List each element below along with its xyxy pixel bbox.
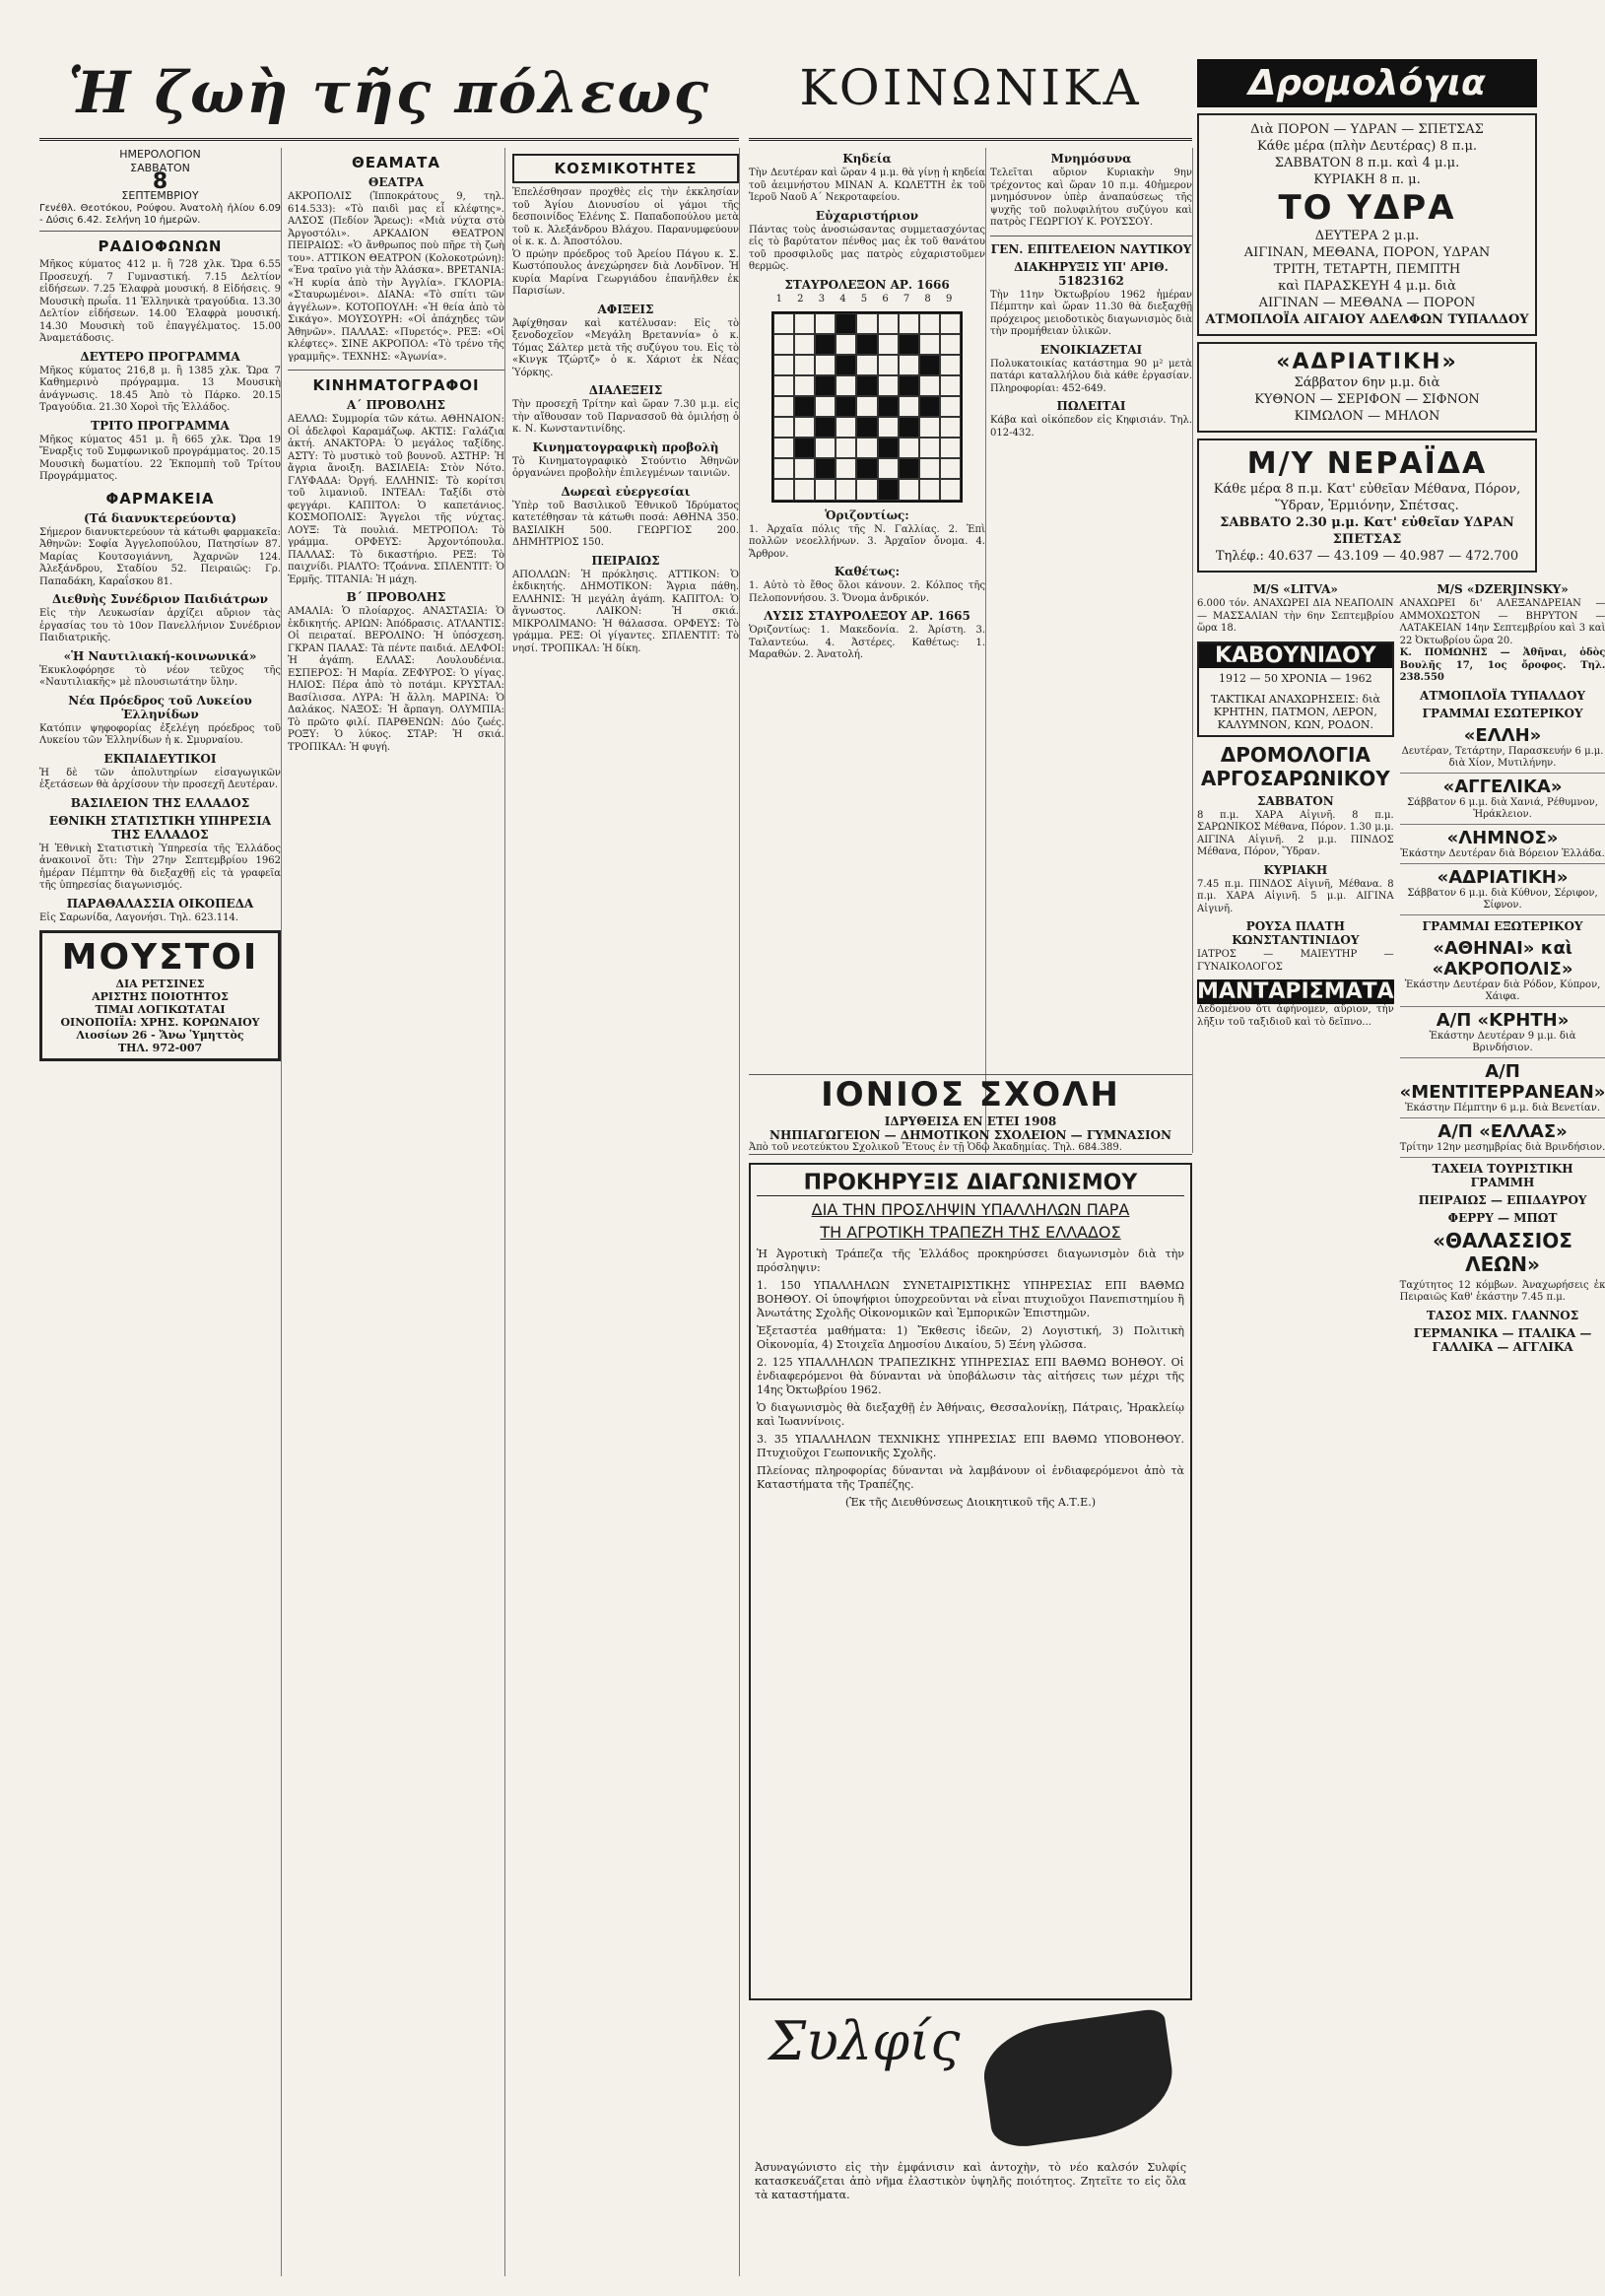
crossword-cell[interactable] xyxy=(815,479,836,500)
sulfis-text: Ἀσυναγώνιστο εἰς τὴν ἐμφάνισιν καὶ ἀντοχὴν, τὸ νέο καλσόν Συλφίς κατασκευάζεται ἀπὸ νῆμα ἐλαστικὸν ὑψηλῆς ποιότητος. Ζητεῖτε το εἰς ὅλα τὰ καταστήματα. xyxy=(755,2161,1186,2201)
ad-line: ΣΑΒΒΑΤΟΝ 8 π.μ. καὶ 4 μ.μ. xyxy=(1274,156,1460,170)
column-calendar-radio xyxy=(39,148,282,2276)
crossword-cell[interactable] xyxy=(773,479,794,500)
piraeus-list: ΑΠΟΛΛΩΝ: Ἡ πρόκλησις. ΑΤΤΙΚΟΝ: Ὁ ἐκδικητής. ΔΗΜΟΤΙΚΟΝ: Ἄγρια πάθη. ΕΛΛΗΝΙΣ: Ἡ μεγάλη ἀγάπη. ΚΑΠΙΤΟΛ: Ὁ ἄγνωστος. ΛΑΙΚΟΝ: Ἡ σκιά. ΜΙΚΡΟΛΙΜΑΝΟ: Ἡ θάλασσα. ΟΡΦΕΥΣ: Τὸ γράμμα. ΡΕΞ: Οἱ γίγαντες. ΣΠΛΕΝΤΙΤ: Τὸ νησί. ΤΡΟΠΙΚΑΛ: Ἡ δίκη. xyxy=(512,569,739,654)
lectures-title: ΔΙΑΛΕΞΕΙΣ xyxy=(588,383,663,397)
neraida-ad xyxy=(1197,439,1537,573)
split-columns xyxy=(1197,578,1605,1356)
radio-title: ΡΑΔΙΟΦΩΝΩΝ xyxy=(98,237,223,255)
crossword-cell[interactable] xyxy=(940,417,961,438)
contest-paragraph: 2. 125 ΥΠΑΛΛΗΛΩΝ ΤΡΑΠΕΖΙΚΗΣ ΥΠΗΡΕΣΙΑΣ ΕΠΙ ΒΑΘΜΩ ΒΟΗΘΟΥ. Οἱ ἐνδιαφερόμενοι θὰ δύνανται νὰ ὑποβάλωσιν τὰς αἰτήσεις των μέχρι τῆς 14ης Ὀκτωβρίου 1962. xyxy=(757,1356,1184,1396)
ad-line: ΤΡΙΤΗ, ΤΕΤΑΡΤΗ, ΠΕΜΠΤΗ xyxy=(1273,262,1461,277)
statistics-text: Ἡ Ἐθνικὴ Στατιστικὴ Ὑπηρεσία τῆς Ἑλλάδος ἀνακοινοῖ ὅτι: Τὴν 27ην Σεπτεμβρίου 1962 ἡμέραν Πέμπτην θὰ διεξαχθῇ εἰς τὰ γραφεῖα τῆς ὑπηρεσίας διαγωνισμός. xyxy=(39,843,281,891)
crossword-cell[interactable] xyxy=(856,438,877,458)
kavounides-years: 1912 — 50 ΧΡΟΝΙΑ — 1962 xyxy=(1219,671,1372,685)
crossword-cell xyxy=(919,355,940,375)
crossword-cell xyxy=(899,334,919,355)
calendar-label: ΗΜΕΡΟΛΟΓΙΟΝ xyxy=(119,148,201,161)
ship-schedule: Ἐκάστην Δευτέραν διὰ Ρόδον, Κύπρον, Χάιφα. xyxy=(1404,979,1601,1002)
ad-line: ΚΙΜΩΛΟΝ — ΜΗΛΟΝ xyxy=(1294,409,1440,424)
navy-title: ΓΕΝ. ΕΠΙΤΕΛΕΙΟΝ ΝΑΥΤΙΚΟΥ xyxy=(990,241,1192,256)
crossword-cell xyxy=(794,438,815,458)
crossword-cell[interactable] xyxy=(794,417,815,438)
ferry-boat-title: ΦΕΡΡΥ — ΜΠΩΤ xyxy=(1447,1210,1558,1225)
kavounides-ad xyxy=(1197,642,1394,737)
must-ad xyxy=(39,930,281,1061)
pharmacy-title: ΦΑΡΜΑΚΕΙΑ xyxy=(105,489,215,507)
theatres-list: ΑΚΡΟΠΟΛΙΣ (Ἱπποκράτους 9, τηλ. 614.533): «Τὸ παιδὶ μας εἶ κλέφτης». ΑΛΣΟΣ (Πεδίον Ἄρεως): «Μιὰ νύχτα στὸ Ἀργοστόλι». ΑΡΚΑΔΙΟΝ ΘΕΑΤΡΟΝ ΠΕΙΡΑΙΩΣ: «Ὁ ἄνθρωπος ποὺ πῆρε τὴ ζωὴ του». ΑΤΤΙΚΟΝ ΘΕΑΤΡΟΝ (Κολοκοτρώνη): «Ἐνα τραῖνο γιὰ τὴν Ἀλάσκα». ΒΡΕΤΑΝΙΑ: «Ἡ κυρία ἀπὸ τὴν Ἀγγλία». ΓΚΛΟΡΙΑ: «Σταυρωμένοι». ΔΙΑΝΑ: «Τὸ σπίτι τῶν ἀγγέλων». ΚΟΤΟΠΟΥΛΗ: «Ἡ θεία ἀπὸ τὸ Σικάγο». ΜΟΥΣΟΥΡΗ: «Οἱ ἀπάχηδες τῶν Ἀθηνῶν». ΠΑΛΛΑΣ: «Πυρετός». ΡΕΞ: «Οἱ κλέφτες». ΣΙΝΕ ΑΚΡΟΠΟΛ: «Τὸ τρένο τῆς γραμμῆς». ΤΕΧΝΗΣ: «Ἀγωνία». xyxy=(288,191,504,363)
ship-name: «ΑΓΓΕΛΙΚΑ» xyxy=(1442,776,1563,797)
funeral-title: Κηδεία xyxy=(842,152,892,166)
crossword-cell[interactable] xyxy=(794,458,815,479)
second-program-text: Μῆκος κύματος 216,8 μ. ἢ 1385 χλκ. Ὥρα 7 Καθημερινὸ πρόγραμμα. 13 Μουσικὴ ἀνάγνωσις. 18.45 Ἀπὸ τὸ Πάρκο. 20.15 Τραγούδια. 21.30 Χοροὶ τῆς Ἑλλάδος. xyxy=(39,365,281,413)
seaside-lots-title: ΠΑΡΑΘΑΛΑΣΣΙΑ ΟΙΚΟΠΕΔΑ xyxy=(66,896,254,911)
lyceum-text: Κατόπιν ψηφοφορίας ἐξελέγη πρόεδρος τοῦ Λυκείου τῶν Ἑλληνίδων ἡ κ. Σμυρναίου. xyxy=(39,722,281,746)
crossword-cell xyxy=(878,438,899,458)
column-social-right xyxy=(990,148,1193,1153)
ship-schedule: Σάββατον 6 μ.μ. διὰ Κύθνον, Σέριφον, Σίφνον. xyxy=(1407,887,1598,911)
contest-paragraph: Ἐξεταστέα μαθήματα: 1) Ἔκθεσις ἰδεῶν, 2) Λογιστική, 3) Πολιτικὴ Οἰκονομία, 4) Στοιχεῖα Δημοσίου Δικαίου, 5) Ξένη γλῶσσα. xyxy=(757,1324,1184,1351)
crossword-cell xyxy=(856,417,877,438)
foreign-ships-list xyxy=(1400,935,1605,1158)
first-run-list: ΑΕΛΛΩ: Συμμορία τῶν κάτω. ΑΘΗΝΑΙΟΝ: Οἱ ἀδελφοὶ Καραμάζωφ. ΑΚΤΙΣ: Γαλάζια ἀκτή. ΑΝΑΚΤΟΡΑ: Ὁ μεγάλος ταξίδης. ΑΣΤΥ: Τὸ μυστικὸ τοῦ βουνοῦ. ΑΣΤΗΡ: Ἡ ἄγρια ἄνοιξη. ΒΑΣΙΛΕΙΑ: Στὸν Νότο. ΓΛΥΦΑΔΑ: Ὀργή. ΕΛΛΗΝΙΣ: Τὸ κορίτσι τοῦ λιμανιοῦ. ΙΝΤΕΑΛ: Ταξίδι στὸ φεγγάρι. ΚΑΠΙΤΟΛ: Ὁ καπετάνιος. ΚΟΣΜΟΠΟΛΙΣ: Ἄγγελοι τῆς νύχτας. ΛΟΥΞ: Τὰ πουλιά. ΜΕΤΡΟΠΟΛ: Τὸ γράμμα. ΟΡΦΕΥΣ: Ἀρχοντόπουλα. ΠΑΛΛΑΣ: Τὸ δικαστήριο. ΡΕΞ: Τὸ παιχνίδι. ΡΙΑΛΤΟ: Τζοάννα. ΣΠΛΕΝΤΙΤ: Ὁ Ἑρμῆς. ΤΙΤΑΝΙΑ: Ἡ μάχη. xyxy=(288,414,504,585)
litva-title: M/S «LITVA» xyxy=(1252,582,1338,596)
crossword-vertical-title: Καθέτως: xyxy=(834,565,901,578)
must-ad-line: ΟΙΝΟΠΟΙΪΑ: ΧΡΗΣ. ΚΟΡΩΝΑΙΟΥ xyxy=(60,1016,260,1029)
divider xyxy=(288,370,504,371)
memorials-title: Μνημόσυνα xyxy=(1050,152,1132,166)
crossword-cell[interactable] xyxy=(919,334,940,355)
crossword-cell[interactable] xyxy=(878,313,899,334)
crossword-cell[interactable] xyxy=(919,438,940,458)
calendar-text: Γενέθλ. Θεοτόκου, Ρούφου. Ἀνατολὴ ἡλίου 6.09 - Δύσις 6.42. Σελήνη 10 ἡμερῶν. xyxy=(39,203,281,226)
second-program-title: ΔΕΥΤΕΡΟ ΠΡΟΓΡΑΜΜΑ xyxy=(80,349,240,364)
ship-schedule-item xyxy=(1400,864,1605,915)
crossword-cell xyxy=(815,458,836,479)
crossword-cell[interactable] xyxy=(856,313,877,334)
ferry-name: «ΘΑΛΑΣΣΙΟΣ ΛΕΩΝ» xyxy=(1433,1228,1572,1276)
crossword-cell[interactable] xyxy=(773,438,794,458)
ship-name: «ΕΛΛΗ» xyxy=(1463,724,1542,746)
crossword-cell[interactable] xyxy=(773,334,794,355)
crossword-cell[interactable] xyxy=(836,375,856,396)
ad-line: ΑΙΓΙΝΑΝ — ΜΕΘΑΝΑ — ΠΟΡΟΝ xyxy=(1258,296,1476,310)
lectures-text: Τὴν προσεχῆ Τρίτην καὶ ὥραν 7.30 μ.μ. εἰς τὴν αἴθουσαν τοῦ Παρνασσοῦ θὰ ὁμιλήσῃ ὁ κ. Ν. Κωνσταντινίδης. xyxy=(512,399,739,435)
domestic-ships-list xyxy=(1400,722,1605,915)
school-title: ΙΟΝΙΟΣ ΣΧΟΛΗ xyxy=(821,1075,1120,1114)
crossword-cell[interactable] xyxy=(836,417,856,438)
crossword-cell[interactable] xyxy=(836,334,856,355)
ship-schedule: Σάββατον 6 μ.μ. διὰ Χανιά, Ρέθυμνον, Ἡράκλειον. xyxy=(1407,796,1598,820)
crossword-horizontal-clues: 1. Ἀρχαῖα πόλις τῆς Ν. Γαλλίας. 2. Ἐπὶ πολλῶν νεοελλήνων. 3. Ἀρχαῖον ὄνομα. 4. Ἄρθρον. xyxy=(749,523,985,560)
ship-schedule: Τρίτην 12ην μεσημβρίας διὰ Βρινδήσιον. xyxy=(1399,1141,1605,1153)
ship-name: «ΛΗΜΝΟΣ» xyxy=(1446,827,1559,848)
crossword-cell[interactable] xyxy=(773,375,794,396)
argosaronic-title: ΔΡΟΜΟΛΟΓΙΑ ΑΡΓΟΣΑΡΩΝΙΚΟΥ xyxy=(1200,742,1390,790)
contest-subtitle: ΔΙΑ ΤΗΝ ΠΡΟΣΛΗΨΙΝ ΥΠΑΛΛΗΛΩΝ ΠΑΡΑ xyxy=(811,1200,1130,1219)
crossword-cell xyxy=(856,375,877,396)
crossword-cell[interactable] xyxy=(899,313,919,334)
ad-line: Διὰ ΠΟΡΟΝ — ΥΔΡΑΝ — ΣΠΕΤΣΑΣ xyxy=(1250,122,1484,137)
calendar-box xyxy=(39,148,281,232)
schedules-title: Δρομολόγια xyxy=(1197,59,1537,107)
doctor-title: ΡΟΥΣΑ ΠΛΑΤΗ ΚΩΝΣΤΑΝΤΙΝΙΔΟΥ xyxy=(1232,919,1360,947)
contest-signature: (Ἐκ τῆς Διευθύνσεως Διοικητικοῦ τῆς Α.Τ.Ε.) xyxy=(844,1496,1096,1509)
crossword-cell xyxy=(899,375,919,396)
pediatric-congress-title: Διεθνὴς Συνέδριον Παιδιάτρων xyxy=(52,592,268,606)
ship-name-neraida: Μ/Υ ΝΕΡΑΪΔΑ xyxy=(1246,446,1488,481)
must-ad-line: Λιοσίων 26 - Ἄνω Ὑμηττὸς xyxy=(76,1029,244,1042)
ship-schedule-item xyxy=(1400,1007,1605,1058)
litva-text: 6.000 τόν. ΑΝΑΧΩΡΕΙ ΔΙΑ ΝΕΑΠΟΛΙΝ — ΜΑΣΣΑΛΙΑΝ τὴν 6ην Σεπτεμβρίου ὥρα 18. xyxy=(1197,598,1394,634)
pharmacy-text: Σήμερον διανυκτερεύουν τὰ κάτωθι φαρμακεῖα: Ἀθηνῶν: Σοφία Ἀγγελοπούλου, Πατησίων 87. Μαρίας Κουτσογιάννη, Ἀχαρνῶν 124. Ἀλεξάνδρου, Σταδίου 52. Πειραιῶς: Γρ. Παπαδάκη, Καραΐσκου 81. xyxy=(39,526,281,587)
crossword-cell[interactable] xyxy=(940,438,961,458)
nautical-title: «Ἡ Ναυτιλιακή-κοινωνικά» xyxy=(63,648,257,663)
crossword-cell xyxy=(794,396,815,417)
crossword-title: ΣΤΑΥΡΟΛΕΞΟΝ ΑΡ. 1666 xyxy=(784,277,950,292)
donations-text: Ὑπὲρ τοῦ Βασιλικοῦ Ἐθνικοῦ Ἱδρύματος κατετέθησαν τὰ κάτωθι ποσά: ΑΘΗΝΑ 350. ΒΑΣΙΛΙΚΗ 500. ΓΕΩΡΓΙΟΣ 200. ΔΗΜΗΤΡΙΟΣ 150. xyxy=(512,500,739,548)
argosaronic-sunday: ΚΥΡΙΑΚΗ xyxy=(1263,862,1328,877)
must-ad-title: ΜΟΥΣΤΟΙ xyxy=(61,937,259,978)
contest-bank-name: ΤΗ ΑΓΡΟΤΙΚΗ ΤΡΑΠΕΖΗ ΤΗΣ ΕΛΛΑΔΟΣ xyxy=(820,1223,1121,1242)
crossword-cell[interactable] xyxy=(815,438,836,458)
seaside-lots-text: Εἰς Σαρωνίδα, Λαγονήσι. Τηλ. 623.114. xyxy=(39,912,239,923)
crossword-cell[interactable] xyxy=(815,396,836,417)
ship-schedule: Ἐκάστην Πέμπτην 6 μ.μ. διὰ Βενετίαν. xyxy=(1404,1102,1601,1114)
mandarismata-title: ΜΑΝΤΑΡΙΣΜΑΤΑ xyxy=(1197,979,1394,1004)
donations-title: Δωρεαὶ εὐεργεσίαι xyxy=(561,484,691,499)
crossword-cell xyxy=(899,458,919,479)
ad-line: Σάββατον 6ην μ.μ. διὰ xyxy=(1294,375,1440,390)
crossword-vertical-clues: 1. Αὐτὸ τὸ ἔθος ὅλοι κάνουν. 2. Κόλπος τῆς Πελοποννήσου. 3. Ὄνομα ἀνδρικόν. xyxy=(749,580,985,604)
for-sale-text: Κάβα καὶ οἰκόπεδον εἰς Κηφισιάν. Τηλ. 012-432. xyxy=(990,415,1192,439)
sulfis-ad xyxy=(749,2010,1192,2276)
mandarismata-text: Δεδομένου ὅτι ἀφήνομεν, αὔριον, τὴν λῆξιν τοῦ ταξιδιοῦ καὶ τὸ δεῖπνο... xyxy=(1197,1004,1394,1028)
ship-schedule-item xyxy=(1400,825,1605,864)
crossword-cell[interactable] xyxy=(794,334,815,355)
for-sale-title: ΠΩΛΕΙΤΑΙ xyxy=(1056,399,1126,413)
school-levels: ΝΗΠΙΑΓΩΓΕΙΟΝ — ΔΗΜΟΤΙΚΟΝ ΣΧΟΛΕΙΟΝ — ΓΥΜΝΑΣΙΟΝ xyxy=(769,1128,1172,1142)
crossword-cell[interactable] xyxy=(815,355,836,375)
crossword-cell[interactable] xyxy=(836,438,856,458)
for-rent-text: Πολυκατοικίας κατάστημα 90 μ² μετὰ πατάρι καταλλήλου διὰ κάθε ἐργασίαν. Πληροφορίαι: 452-649. xyxy=(990,358,1192,394)
column-society xyxy=(512,148,740,2276)
crossword-cell xyxy=(815,417,836,438)
split-left xyxy=(1197,578,1394,1356)
contest-paragraph: 3. 35 ΥΠΑΛΛΗΛΩΝ ΤΕΧΝΙΚΗΣ ΥΠΗΡΕΣΙΑΣ ΕΠΙ ΒΑΘΜΩ ΥΠΟΒΟΗΘΟΥ. Πτυχιοῦχοι Γεωπονικῆς Σχολῆς. xyxy=(757,1433,1184,1459)
contest-paragraph: Πλείονας πληροφορίας δύνανται νὰ λαμβάνουν οἱ ἐνδιαφερόμενοι ἀπὸ τὰ Καταστήματα τῆς Τραπέζης. xyxy=(757,1464,1184,1491)
crossword-numbers: 1 2 3 4 5 6 7 8 9 xyxy=(775,293,959,304)
ship-name-adriatiki: «ΑΔΡΙΑΤΙΚΗ» xyxy=(1276,350,1458,374)
crossword-cell[interactable] xyxy=(878,417,899,438)
argosaronic-sunday-text: 7.45 π.μ. ΠΙΝΔΟΣ Αἰγινῆ, Μέθανα. 8 π.μ. ΧΑΡΑ Αἰγινῆ. 5 μ.μ. ΑΙΓΙΝΑ Αἰγινῆ. xyxy=(1197,878,1394,914)
column-shows xyxy=(288,148,505,2276)
crossword-cell[interactable] xyxy=(856,355,877,375)
crossword-cell[interactable] xyxy=(899,438,919,458)
ship-name: «ΑΘΗΝΑΙ» καὶ «ΑΚΡΟΠΟΛΙΣ» xyxy=(1432,937,1573,979)
ship-name: Α/Π «ΕΛΛΑΣ» xyxy=(1438,1120,1568,1142)
foreign-lines-title: ΓΡΑΜΜΑΙ ΕΞΩΤΕΡΙΚΟΥ xyxy=(1422,918,1583,933)
calendar-date: 8 xyxy=(152,169,168,194)
crossword-cell xyxy=(815,334,836,355)
crossword-cell xyxy=(856,458,877,479)
languages-ad: ΓΕΡΜΑΝΙΚΑ — ΙΤΑΛΙΚΑ — ΓΑΛΛΙΚΑ — ΑΓΓΛΙΚΑ xyxy=(1413,1325,1592,1354)
ad-phones: Τηλέφ.: 40.637 — 43.109 — 40.987 — 472.700 xyxy=(1215,549,1519,564)
second-run-title: Β΄ ΠΡΟΒΟΛΗΣ xyxy=(346,590,446,604)
crossword-cell[interactable] xyxy=(836,479,856,500)
ad-line: ΚΥΡΙΑΚΗ 8 π. μ. xyxy=(1313,172,1421,187)
masthead-city-life: Ἡ ζωὴ τῆς πόλεως xyxy=(39,59,739,141)
ship-schedule-item xyxy=(1400,1118,1605,1158)
school-founded: ΙΔΡΥΘΕΙΣΑ ΕΝ ΕΤΕΙ 1908 xyxy=(884,1114,1057,1128)
ad-line: καὶ ΠΑΡΑΣΚΕΥΗ 4 μ.μ. διὰ xyxy=(1278,279,1456,294)
ad-line: Κάθε μέρα (πλὴν Δευτέρας) 8 π.μ. xyxy=(1256,139,1478,154)
crossword-solution-text: Ὁριζοντίως: 1. Μακεδονία. 2. Ἀρίστη. 3. Ταλαντεύω. 4. Ἀστέρες. Καθέτως: 1. Μαραθών. 2. Ἀνατολή. xyxy=(749,625,985,660)
crossword-cell[interactable] xyxy=(794,375,815,396)
crossword-cell[interactable] xyxy=(773,396,794,417)
tasos-glannos: ΤΑΣΟΣ ΜΙΧ. ΓΛΑΝΝΟΣ xyxy=(1426,1308,1579,1322)
third-program-text: Μῆκος κύματος 451 μ. ἢ 665 χλκ. Ὥρα 19 Ἔναρξις τοῦ Συμφωνικοῦ προγράμματος. 20.15 Μουσικὴ δωματίου. 22 Ἐκπομπὴ τοῦ Τρίτου Προγράμματος. xyxy=(39,434,281,482)
funeral-text: Τὴν Δευτέραν καὶ ὥραν 4 μ.μ. θὰ γίνῃ ἡ κηδεία τοῦ ἀειμνήστου ΜΙΝΑΝ Α. ΚΩΛΕΤΤΗ ἐκ τοῦ Ἱεροῦ Ναοῦ Α΄ Νεκροταφείου. xyxy=(749,168,985,203)
third-program-title: ΤΡΙΤΟ ΠΡΟΓΡΑΜΜΑ xyxy=(91,418,230,433)
thanks-text: Πάντας τοὺς ἀνοσιώσαντας συμμετασχόντας εἰς τὸ βαρύτατον πένθος μας ἐκ τοῦ θανάτου τοῦ προσφιλοῦς μας πατρὸς εὐχαριστοῦμεν θερμῶς. xyxy=(749,224,985,272)
tourist-line-title: ΤΑΧΕΙΑ ΤΟΥΡΙΣΤΙΚΗ ΓΡΑΜΜΗ xyxy=(1432,1161,1573,1189)
navy-text: Τὴν 11ην Ὀκτωβρίου 1962 ἡμέραν Πέμπτην καὶ ὥραν 11.30 θὰ διεξαχθῇ πρόχειρος μειοδοτικὸς διαγωνισμὸς διὰ τὴν προμήθειαν ὑλικῶν. xyxy=(990,289,1192,337)
crossword-cell[interactable] xyxy=(940,458,961,479)
crossword-cell[interactable] xyxy=(794,313,815,334)
crossword-cell[interactable] xyxy=(878,375,899,396)
ship-schedule-item xyxy=(1400,722,1605,774)
crossword-cell[interactable] xyxy=(919,458,940,479)
crossword-cell[interactable] xyxy=(773,417,794,438)
statistics-subtitle: ΕΘΝΙΚΗ ΣΤΑΤΙΣΤΙΚΗ ΥΠΗΡΕΣΙΑ ΤΗΣ ΕΛΛΑΔΟΣ xyxy=(48,813,272,842)
ad-line: ΔΕΥΤΕΡΑ 2 μ.μ. xyxy=(1314,229,1420,243)
ship-name: Α/Π «ΚΡΗΤΗ» xyxy=(1436,1009,1570,1031)
masthead-social: ΚΟΙΝΩΝΙΚΑ xyxy=(749,59,1192,141)
for-rent-title: ΕΝΟΙΚΙΑΖΕΤΑΙ xyxy=(1039,342,1143,357)
theatres-title: ΘΕΑΤΡΑ xyxy=(368,175,425,189)
kavounides-title: ΚΑΒΟΥΝΙΔΟΥ xyxy=(1199,643,1392,668)
shows-title: ΘΕΑΜΑΤΑ xyxy=(352,154,440,171)
ship-schedule: Δευτέραν, Τετάρτην, Παρασκευήν 6 μ.μ. διὰ Χίον, Μυτιλήνην. xyxy=(1401,745,1604,769)
education-title: ΕΚΠΑΙΔΕΥΤΙΚΟΙ xyxy=(103,751,217,766)
crossword-cell[interactable] xyxy=(836,458,856,479)
contest-paragraph: 1. 150 ΥΠΑΛΛΗΛΩΝ ΣΥΝΕΤΑΙΡΙΣΤΙΚΗΣ ΥΠΗΡΕΣΙΑΣ ΕΠΙ ΒΑΘΜΩ ΒΟΗΘΟΥ. Οἱ ὑποψήφιοι ὑποχρεοῦνται νὰ εἶναι πτυχιοῦχοι Πανεπιστημίου ἢ Ἀνωτάτης Σχολῆς Οἰκονομικῶν καὶ Ἐμπορικῶν Ἐπιστημῶν. xyxy=(757,1279,1184,1319)
crossword-cell[interactable] xyxy=(919,313,940,334)
ship-name: «ΑΔΡΙΑΤΙΚΗ» xyxy=(1437,866,1569,888)
kavounides-text: ΤΑΚΤΙΚΑΙ ΑΝΑΧΩΡΗΣΕΙΣ: διὰ ΚΡΗΤΗΝ, ΠΑΤΜΟΝ, ΛΕΡΟΝ, ΚΑΛΥΜΝΟΝ, ΚΩΝ, ΡΟΔΟΝ. xyxy=(1210,692,1380,731)
adriatiki-ad xyxy=(1197,342,1537,433)
crossword-cell[interactable] xyxy=(899,355,919,375)
first-run-title: Α΄ ΠΡΟΒΟΛΗΣ xyxy=(346,398,446,412)
crossword-cell[interactable] xyxy=(856,396,877,417)
argosaronic-saturday-text: 8 π.μ. ΧΑΡΑ Αἰγινῆ. 8 π.μ. ΣΑΡΩΝΙΚΟΣ Μέθανα, Πόρον. 1.30 μ.μ. ΑΙΓΙΝΑ Αἰγινῆ. 2 μ.μ. ΠΙΝΔΟΣ Μέθανα, Πόρον, Ὕδραν. xyxy=(1197,809,1394,857)
company-name: ΑΤΜΟΠΛΟΪΑ ΑΙΓΑΙΟΥ ΑΔΕΛΦΩΝ ΤΥΠΑΛΔΟΥ xyxy=(1205,312,1529,327)
crossword-cell[interactable] xyxy=(773,313,794,334)
column-schedules xyxy=(1197,59,1605,2276)
sulfis-logo: Συλφίς xyxy=(769,2010,961,2072)
crossword-cell[interactable] xyxy=(940,479,961,500)
ad-line: Κάθε μέρα 8 π.μ. Κατ' εὐθεῖαν Μέθανα, Πόρον, Ὕδραν, Ἑρμιόνην, Σπέτσας. xyxy=(1213,482,1521,513)
ship-schedule: Ἐκάστην Δευτέραν 9 μ.μ. διὰ Βρινδήσιον. xyxy=(1429,1030,1576,1053)
split-right xyxy=(1400,578,1605,1356)
crossword-cell xyxy=(815,375,836,396)
crossword-cell[interactable] xyxy=(899,479,919,500)
crossword-cell xyxy=(856,334,877,355)
must-ad-line: ΑΡΙΣΤΗΣ ΠΟΙΟΤΗΤΟΣ xyxy=(92,990,229,1003)
dzerjinsky-title: M/S «DZERJINSKY» xyxy=(1437,582,1569,596)
crossword-cell[interactable] xyxy=(899,396,919,417)
cinemas-title: ΚΙΝΗΜΑΤΟΓΡΑΦΟΙ xyxy=(312,376,480,394)
crossword-cell[interactable] xyxy=(919,375,940,396)
school-text: Ἀπὸ τοῦ νεοτεύκτου Σχολικοῦ Ἔτους ἐν τῇ Ὁδῷ Ἀκαδημίας. Τηλ. 684.389. xyxy=(749,1142,1122,1153)
typaldos-title: ΑΤΜΟΠΛΟΪΑ ΤΥΠΑΛΔΟΥ xyxy=(1420,688,1585,703)
arrivals-title: ΑΦΙΞΕΙΣ xyxy=(597,302,654,316)
film-screening-text: Τὸ Κινηματογραφικὸ Στούντιο Ἀθηνῶν ὀργανώνει προβολὴν ἐπιλεγμένων ταινιῶν. xyxy=(512,455,739,479)
crossword-cell xyxy=(919,396,940,417)
must-ad-line: ΤΙΜΑΙ ΛΟΓΙΚΩΤΑΤΑΙ xyxy=(95,1003,226,1016)
contest-title: ΠΡΟΚΗΡΥΞΙΣ ΔΙΑΓΩΝΙΣΜΟΥ xyxy=(757,1171,1184,1196)
must-ad-phone: ΤΗΛ. 972-007 xyxy=(117,1042,203,1054)
crossword-cell[interactable] xyxy=(815,313,836,334)
crossword-cell[interactable] xyxy=(773,355,794,375)
society-text: Ὁ πρώην πρόεδρος τοῦ Ἀρείου Πάγου κ. Σ. Κωστόπουλος ἀνεχώρησεν διὰ Λονδῖνον. Ἡ κυρία Μαρίνα Γεωργιάδου ἐπανῆλθεν ἐκ Παρισίων. xyxy=(512,248,739,297)
domestic-lines-title: ΓΡΑΜΜΑΙ ΕΣΩΤΕΡΙΚΟΥ xyxy=(1422,706,1583,720)
piraeus-title: ΠΕΙΡΑΙΩΣ xyxy=(591,553,660,568)
crossword-cell[interactable] xyxy=(878,334,899,355)
contest-paragraph: Ἡ Ἀγροτικὴ Τράπεζα τῆς Ἑλλάδος προκηρύσσει διαγωνισμὸν διὰ τὴν πρόσληψιν: xyxy=(757,1248,1184,1274)
crossword-cell[interactable] xyxy=(773,458,794,479)
hydra-ferry-ad xyxy=(1197,113,1537,336)
crossword-cell[interactable] xyxy=(856,479,877,500)
pediatric-congress-text: Εἰς τὴν Λευκωσίαν ἀρχίζει αὔριον τὰς ἐργασίας του τὸ 10ον Πανελλήνιον Συνέδριον Παιδιατρικῆς. xyxy=(39,608,281,643)
doctor-text: ΙΑΤΡΟΣ — ΜΑΙΕΥΤΗΡ — ΓΥΝΑΙΚΟΛΟΓΟΣ xyxy=(1197,949,1394,973)
crossword-cell xyxy=(836,396,856,417)
lyceum-title: Νέα Πρόεδρος τοῦ Λυκείου Ἑλληνίδων xyxy=(68,693,252,721)
ad-line: ΣΑΒΒΑΤΟ 2.30 μ.μ. Κατ' εὐθεῖαν ΥΔΡΑΝ ΣΠΕΤΣΑΣ xyxy=(1220,515,1514,547)
crossword-cell[interactable] xyxy=(940,334,961,355)
society-text: Ἐπελέσθησαν προχθὲς εἰς τὴν ἐκκλησίαν τοῦ Ἁγίου Διονυσίου οἱ γάμοι τῆς δεσποινίδος Ἑλένης Σ. Παπαδοπούλου μετὰ τοῦ κ. Ἀλεξάνδρου Βλάχου. Παρανυμφεύουν οἱ κ. κ. Δ. Ἀποστόλου. xyxy=(512,187,739,247)
radio-text: Μῆκος κύματος 412 μ. ἢ 728 χλκ. Ὥρα 6.55 Προσευχή. 7 Γυμναστική. 7.15 Δελτίον εἰδήσεων. 7.25 Ἐλαφρὰ μουσική. 8 Εἰδήσεις. 9 Μουσικὴ πρωΐα. 11 Ἑλληνικὰ τραγούδια. 13.30 Δελτίον εἰδήσεων. 14.00 Ἐλαφρὰ μουσική. 14.30 Μουσικὴ τοῦ ἐπαγγέλματος. 15.00 Ἀναμετάδοσις. xyxy=(39,259,281,344)
film-screening-title: Κινηματογραφικὴ προβολὴ xyxy=(532,439,719,454)
crossword-cell[interactable] xyxy=(940,355,961,375)
crossword-cell xyxy=(836,355,856,375)
memorials-text: Τελεῖται αὔριον Κυριακὴν 9ην τρέχοντος καὶ ὥραν 10 π.μ. 40ἡμερον μνημόσυνον ὑπὲρ ἀναπαύσεως τῆς ψυχῆς τοῦ πολυφιλήτου συζύγου καὶ πατρὸς ΓΕΩΡΓΙΟΥ Κ. ΡΟΥΣΣΟΥ. xyxy=(990,168,1192,228)
ship-schedule-item xyxy=(1400,774,1605,825)
arrivals-text: Ἀφίχθησαν καὶ κατέλυσαν: Εἰς τὸ ξενοδοχεῖον «Μεγάλη Βρεταννία» ὁ κ. Τόμας Σάλτερ μετὰ τῆς συζύγου του. Εἰς τὸ «Κινγκ Τζώρτζ» ὁ κ. Χάριοτ ἐκ Νέας Ὑόρκης. xyxy=(512,317,739,378)
crossword-cell[interactable] xyxy=(878,458,899,479)
navy-subtitle: ΔΙΑΚΗΡΥΞΙΣ ΥΠ' ΑΡΙΘ. 51823162 xyxy=(1014,259,1169,288)
crossword-horizontal-title: Ὁριζοντίως: xyxy=(825,507,909,522)
crossword-cell[interactable] xyxy=(919,417,940,438)
ship-schedule: Ἐκάστην Δευτέραν διὰ Βόρειον Ἑλλάδα. xyxy=(1400,847,1605,859)
contest-paragraph: Ὁ διαγωνισμὸς θὰ διεξαχθῇ ἐν Ἀθήναις, Θεσσαλονίκῃ, Πάτραις, Ἡρακλείῳ καὶ Ἰωαννίνοις. xyxy=(757,1401,1184,1428)
crossword-cell[interactable] xyxy=(940,375,961,396)
must-ad-line: ΔΙΑ ΡΕΤΣΙΝΕΣ xyxy=(115,978,205,990)
ad-line: ΑΙΓΙΝΑΝ, ΜΕΘΑΝΑ, ΠΟΡΟΝ, ΥΔΡΑΝ xyxy=(1243,245,1491,260)
crossword-cell[interactable] xyxy=(940,313,961,334)
ferry-text: Ταχύτητος 12 κόμβων. Ἀναχωρήσεις ἐκ Πειραιῶς Καθ' ἑκάστην 7.45 π.μ. xyxy=(1399,1279,1605,1303)
crossword-cell[interactable] xyxy=(794,355,815,375)
calendar-day: ΣΑΒΒΑΤΟΝ xyxy=(130,162,190,174)
calendar-month: ΣΕΠΤΕΜΒΡΙΟΥ xyxy=(121,189,199,202)
ship-name: Α/Π «ΜΕΝΤΙΤΕΡΡΑΝΕΑΝ» xyxy=(1399,1060,1605,1103)
crossword-cell xyxy=(878,479,899,500)
crossword-cell[interactable] xyxy=(878,355,899,375)
contest-announcement xyxy=(749,1163,1192,2000)
pomonis-agent: Κ. ΠΟΜΩΝΗΣ — Ἀθῆναι, ὁδὸς Βουλῆς 17, 1ος ὄροφος. Τηλ. 238.550 xyxy=(1399,647,1605,683)
second-run-list: ΑΜΑΛΙΑ: Ὁ πλοίαρχος. ΑΝΑΣΤΑΣΙΑ: Ὁ ἐκδικητής. ΑΡΙΩΝ: Ἀπόδρασις. ΑΤΛΑΝΤΙΣ: Οἱ πειραταί. ΒΕΡΟΛΙΝΟ: Ἡ ὑπόσχεση. ΓΚΡΑΝ ΠΑΛΑΣ: Τὰ πέντε παιδιά. ΔΕΛΦΟΙ: Ἡ ἀγάπη. ΕΛΛΑΣ: Λουλουδένια. ΕΣΠΕΡΟΣ: Ἡ Μαρία. ΖΕΦΥΡΟΣ: Ὁ γίγας. ΗΛΙΟΣ: Πέρα ἀπὸ τὸ ποτάμι. ΚΡΥΣΤΑΛ: Βασίλισσα. ΛΥΡΑ: Ἡ ἄλλη. ΜΑΡΙΝΑ: Ὁ Δαλάκος. ΝΑΞΟΣ: Ἡ ἄρπαγη. ΟΛΥΜΠΙΑ: Τὸ πρῶτο φιλί. ΠΑΡΘΕΝΩΝ: Δύο ζωές. ΡΟΞΥ: Ὁ λύκος. ΣΤΑΡ: Ἡ σκιά. ΤΡΟΠΙΚΑΛ: Ἡ φυγή. xyxy=(288,606,504,753)
ionian-school-ad xyxy=(749,1074,1192,1155)
dzerjinsky-text: ΑΝΑΧΩΡΕΙ δι' ΑΛΕΞΑΝΔΡΕΙΑΝ — ΑΜΜΟΧΩΣΤΟΝ — ΒΗΡΥΤΟΝ — ΛΑΤΑΚΕΙΑΝ 14ην Σεπτεμβρίου καὶ 3 καὶ 22 Ὀκτωβρίου ὥρα 20. xyxy=(1399,598,1605,646)
statistics-title: ΒΑΣΙΛΕΙΟΝ ΤΗΣ ΕΛΛΑΔΟΣ xyxy=(70,795,250,810)
pharmacy-subtitle: (Τά διανυκτερεύοντα) xyxy=(84,510,236,525)
ship-name-hydra: ΤΟ ΥΔΡΑ xyxy=(1278,188,1456,228)
column-social-left xyxy=(749,148,986,1153)
thanks-title: Εὐχαριστήριον xyxy=(815,208,919,223)
ad-line: ΚΥΘΝΟΝ — ΣΕΡΙΦΟΝ — ΣΙΦΝΟΝ xyxy=(1254,392,1480,407)
crossword-cell xyxy=(836,313,856,334)
crossword-grid[interactable] xyxy=(771,311,963,503)
crossword-cell[interactable] xyxy=(794,479,815,500)
crossword-cell xyxy=(878,396,899,417)
society-title: ΚΟΣΜΙΚΟΤΗΤΕΣ xyxy=(512,154,739,183)
ship-schedule-item xyxy=(1400,1058,1605,1118)
tourist-line-route: ΠΕΙΡΑΙΩΣ — ΕΠΙΔΑΥΡΟΥ xyxy=(1418,1192,1587,1207)
crossword-cell[interactable] xyxy=(919,479,940,500)
ship-schedule-item xyxy=(1400,935,1605,1007)
nautical-text: Ἐκυκλοφόρησε τὸ νέον τεῦχος τῆς «Ναυτιλιακῆς» μὲ πλουσιωτάτην ὕλην. xyxy=(39,664,281,688)
crossword-cell xyxy=(899,417,919,438)
argosaronic-saturday: ΣΑΒΒΑΤΟΝ xyxy=(1256,793,1334,808)
education-text: Ἡ δὲ τῶν ἀπολυτηρίων εἰσαγωγικῶν ἐξετάσεων θὰ ἀρχίσουν τὴν προσεχῆ Δευτέραν. xyxy=(39,767,281,790)
crossword-solution-title: ΛΥΣΙΣ ΣΤΑΥΡΟΛΕΞΟΥ ΑΡ. 1665 xyxy=(764,609,970,623)
crossword-cell[interactable] xyxy=(940,396,961,417)
